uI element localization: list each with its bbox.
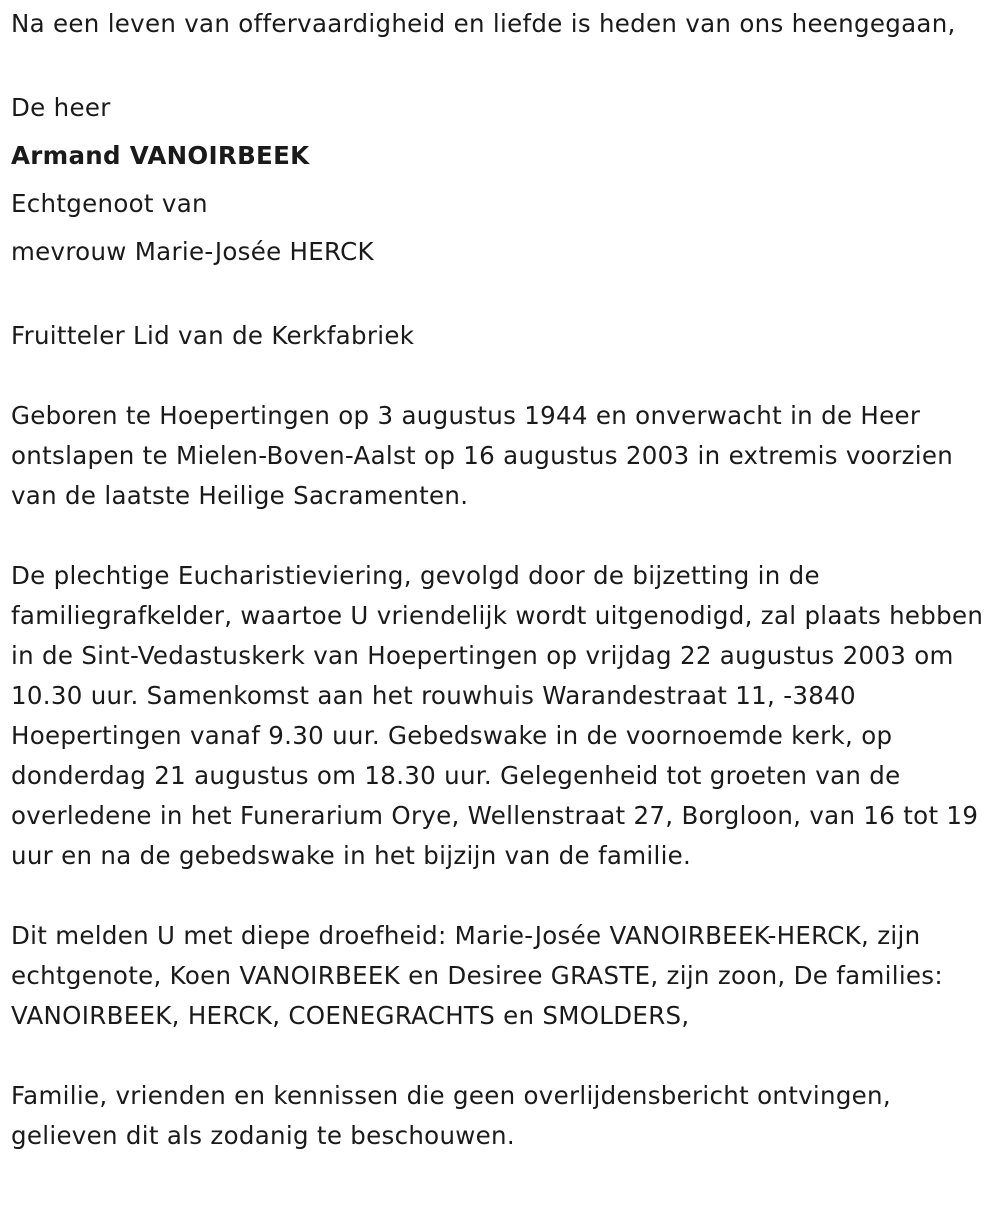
deceased-name: Armand VANOIRBEEK — [11, 141, 310, 170]
spouse-label: Echtgenoot van — [11, 189, 208, 218]
birth-death-paragraph: Geboren te Hoepertingen op 3 augustus 1944 en onverwacht in de Heer ontslapen te Mielen-Boven-Aalst op 16 augustus 2003 in extremis voorzien van de laatste Heilige Sacramenten. — [11, 401, 954, 510]
spouse-name: mevrouw Marie-Josée HERCK — [11, 237, 374, 266]
closing-paragraph: Familie, vrienden en kennissen die geen overlijdensbericht ontvingen, gelieven dit als zodanig te beschouwen. — [11, 1081, 891, 1150]
name-block — [11, 84, 990, 276]
announcement-paragraph: Dit melden U met diepe droefheid: Marie-Josée VANOIRBEEK-HERCK, zijn echtgenote, Koen VANOIRBEEK en Desiree GRASTE, zijn zoon, De families: VANOIRBEEK, HERCK, COENEGRACHTS en SMOLDERS, — [11, 921, 943, 1030]
spacer — [11, 276, 990, 316]
spacer — [11, 1036, 990, 1076]
spacer — [11, 356, 990, 396]
spacer — [11, 44, 990, 84]
intro-text: Na een leven van offervaardigheid en liefde is heden van ons heengegaan, — [11, 9, 956, 38]
spacer — [11, 516, 990, 556]
ceremony-paragraph: De plechtige Eucharistieviering, gevolgd door de bijzetting in de familiegrafkelder, waartoe U vriendelijk wordt uitgenodigd, zal plaats hebben in de Sint-Vedastuskerk van Hoepertingen op vrijdag 22 augustus 2003 om 10.30 uur. Samenkomst aan het rouwhuis Warandestraat 11, -3840 Hoepertingen vanaf 9.30 uur. Gebedswake in de voornoemde kerk, op donderdag 21 augustus om 18.30 uur. Gelegenheid tot groeten van de overledene in het Funerarium Orye, Wellenstraat 27, Borgloon, van 16 tot 19 uur en na de gebedswake in het bijzijn van de familie. — [11, 561, 984, 870]
spacer — [11, 876, 990, 916]
title-text: De heer — [11, 93, 111, 122]
occupation-text: Fruitteler Lid van de Kerkfabriek — [11, 321, 415, 350]
